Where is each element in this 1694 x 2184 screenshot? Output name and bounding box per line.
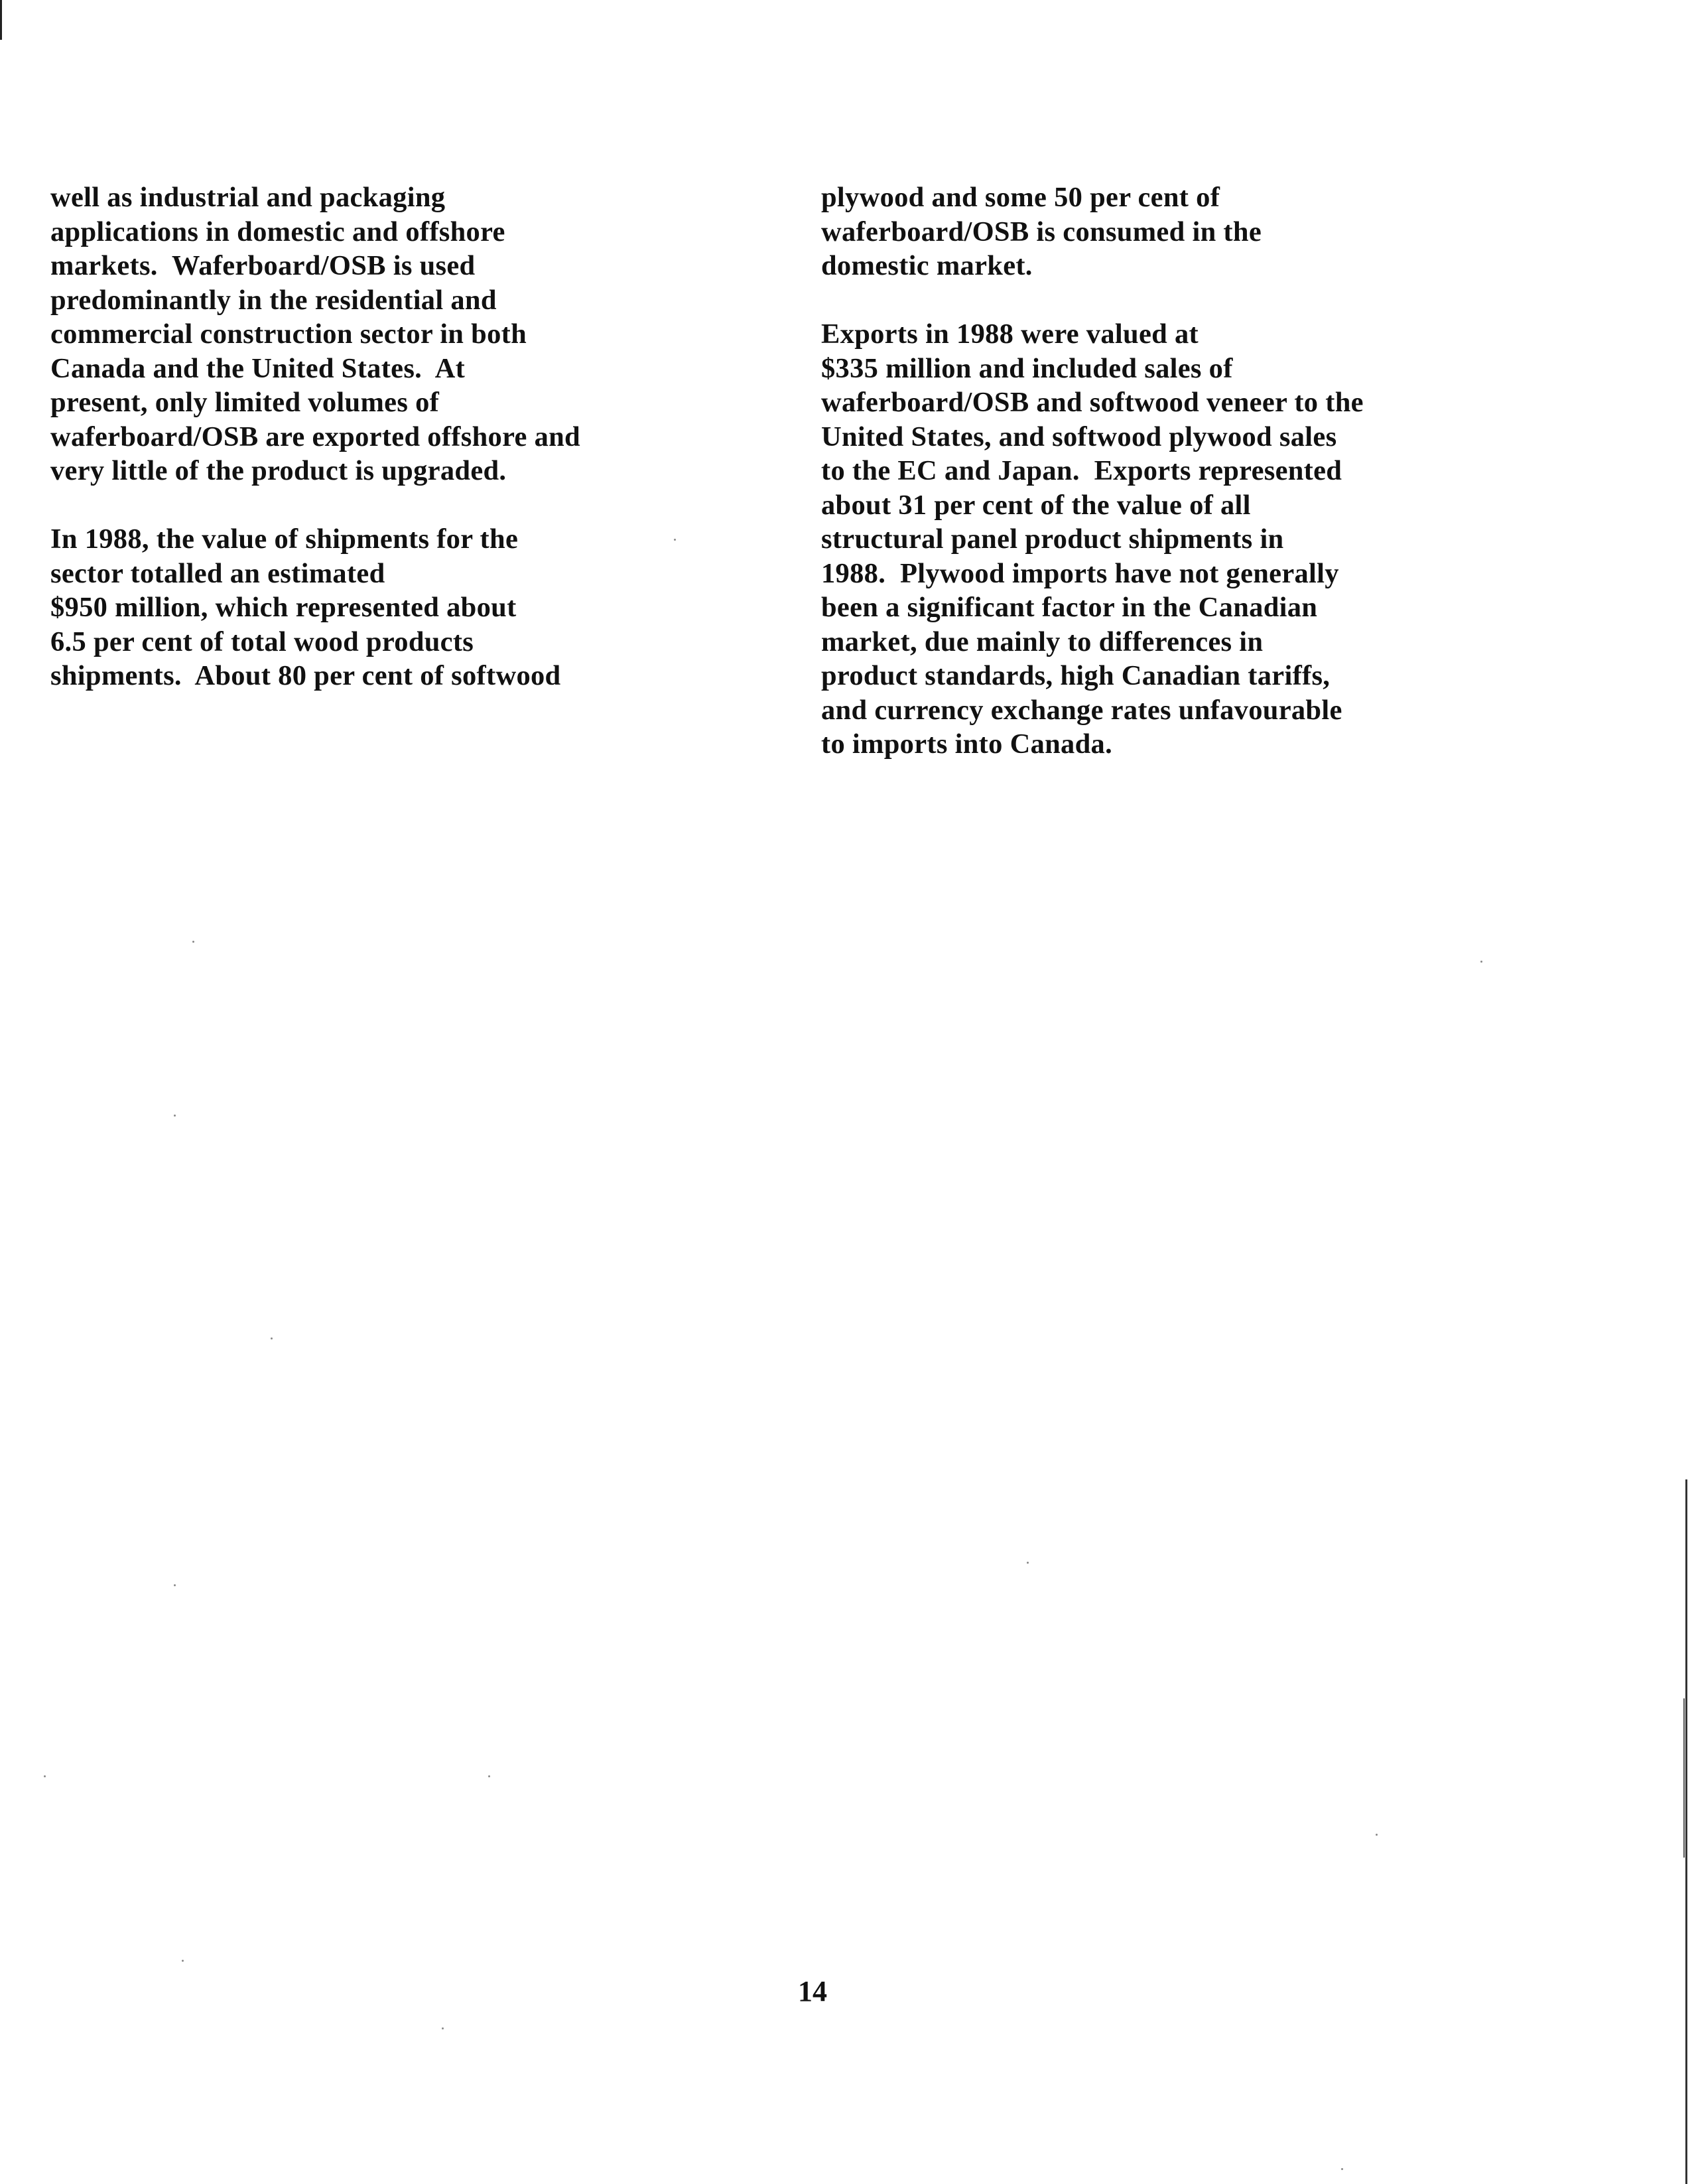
- text-line: market, due mainly to differences in: [821, 626, 1264, 657]
- paragraph: [50, 180, 740, 488]
- scan-speck: [182, 1960, 184, 1962]
- paragraph: [50, 522, 740, 693]
- text-line: commercial construction sector in both: [50, 318, 527, 350]
- left-column: [50, 180, 740, 693]
- scan-speck: [488, 1775, 490, 1777]
- text-line: United States, and softwood plywood sales: [821, 421, 1337, 452]
- text-line: $335 million and included sales of: [821, 352, 1233, 384]
- paragraph: [821, 180, 1524, 283]
- text-line: about 31 per cent of the value of all: [821, 489, 1251, 521]
- text-line: $950 million, which represented about: [50, 592, 517, 623]
- text-line: markets. Waferboard/OSB is used: [50, 250, 476, 281]
- text-line: present, only limited volumes of: [50, 387, 440, 418]
- text-line: sector totalled an estimated: [50, 557, 385, 589]
- scan-speck: [1027, 1562, 1029, 1564]
- text-line: structural panel product shipments in: [821, 523, 1284, 555]
- right-column: [821, 180, 1524, 762]
- text-line: predominantly in the residential and: [50, 284, 497, 316]
- paragraph-gap: [821, 283, 1524, 318]
- text-line: Exports in 1988 were valued at: [821, 318, 1199, 350]
- scan-speck: [174, 1584, 176, 1586]
- text-line: applications in domestic and offshore: [50, 216, 505, 247]
- scan-speck: [271, 1337, 273, 1339]
- text-line: plywood and some 50 per cent of: [821, 182, 1220, 213]
- scan-speck: [192, 941, 194, 943]
- text-line: waferboard/OSB are exported offshore and: [50, 421, 580, 452]
- scan-speck: [442, 2027, 444, 2029]
- text-line: waferboard/OSB is consumed in the: [821, 216, 1262, 247]
- text-line: been a significant factor in the Canadian: [821, 592, 1318, 623]
- text-line: and currency exchange rates unfavourable: [821, 694, 1342, 726]
- text-line: very little of the product is upgraded.: [50, 455, 507, 486]
- text-line: In 1988, the value of shipments for the: [50, 523, 519, 555]
- text-line: to imports into Canada.: [821, 728, 1113, 760]
- text-line: 1988. Plywood imports have not generally: [821, 557, 1339, 589]
- scan-speck: [1376, 1834, 1378, 1836]
- paragraph-gap: [50, 488, 740, 523]
- page-number: 14: [798, 1975, 827, 2008]
- scan-speck: [1341, 2168, 1343, 2170]
- page-edge-right-shadow: [1683, 1698, 1685, 1858]
- scan-speck: [44, 1775, 46, 1777]
- scan-speck: [174, 1115, 176, 1117]
- text-line: waferboard/OSB and softwood veneer to the: [821, 387, 1364, 418]
- text-line: well as industrial and packaging: [50, 182, 446, 213]
- text-line: domestic market.: [821, 250, 1033, 281]
- text-line: Canada and the United States. At: [50, 352, 466, 384]
- page-edge-left: [0, 0, 2, 40]
- scan-speck: [674, 539, 676, 541]
- text-line: shipments. About 80 per cent of softwood: [50, 660, 561, 691]
- page-edge-right: [1685, 1479, 1687, 2184]
- text-line: to the EC and Japan. Exports represented: [821, 455, 1342, 486]
- text-line: 6.5 per cent of total wood products: [50, 626, 474, 657]
- text-line: product standards, high Canadian tariffs,: [821, 660, 1331, 691]
- paragraph: [821, 317, 1524, 762]
- scan-speck: [1480, 961, 1482, 963]
